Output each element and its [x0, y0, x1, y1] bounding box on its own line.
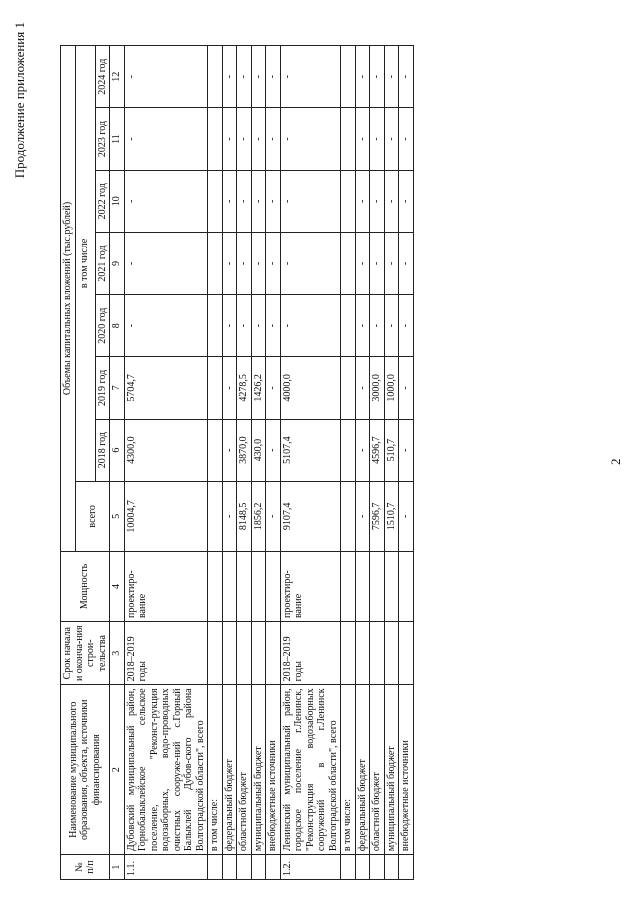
header-year: 2018 год	[95, 419, 110, 481]
row-value: 1510,7	[384, 481, 399, 551]
row-value: -	[399, 295, 414, 357]
column-number: 7	[110, 357, 125, 419]
row-capacity	[266, 551, 281, 621]
column-number: 9	[110, 232, 125, 294]
table-row	[266, 46, 281, 880]
row-term	[237, 622, 252, 685]
row-value: -	[251, 170, 266, 232]
column-number: 2	[110, 685, 125, 855]
row-value: 4278,5	[237, 357, 252, 419]
row-value: -	[384, 232, 399, 294]
row-name: федеральный бюджет	[355, 685, 370, 855]
row-capacity	[384, 551, 399, 621]
row-capacity: проектиро-вание	[124, 551, 208, 621]
header-incl: в том числе	[75, 46, 95, 482]
row-value: -	[266, 295, 281, 357]
row-value: -	[355, 295, 370, 357]
row-term	[370, 622, 385, 685]
row-value: -	[237, 170, 252, 232]
row-value: -	[266, 357, 281, 419]
row-name: внебюджетные источники	[266, 685, 281, 855]
row-value: -	[222, 46, 237, 108]
row-value: -	[222, 108, 237, 170]
row-value: -	[355, 170, 370, 232]
page-number: 2	[608, 458, 623, 465]
row-name: в том числе:	[208, 685, 223, 855]
row-value: -	[251, 232, 266, 294]
column-number: 11	[110, 108, 125, 170]
row-name: внебюджетные источники	[399, 685, 414, 855]
row-value: -	[399, 46, 414, 108]
row-value: 4300,0	[124, 419, 208, 481]
column-number: 8	[110, 295, 125, 357]
row-capacity	[222, 551, 237, 621]
row-value	[208, 46, 223, 108]
row-value	[341, 232, 356, 294]
row-name: федеральный бюджет	[222, 685, 237, 855]
header-year: 2022 год	[95, 170, 110, 232]
row-value: 1000,0	[384, 357, 399, 419]
row-number	[399, 855, 414, 880]
row-value	[341, 481, 356, 551]
row-value: 5704,7	[124, 357, 208, 419]
row-number	[355, 855, 370, 880]
row-value: -	[266, 419, 281, 481]
row-number: 1.1.	[124, 855, 208, 880]
row-value: -	[222, 357, 237, 419]
row-value: -	[384, 46, 399, 108]
row-value	[208, 357, 223, 419]
header-capacity: Мощность	[61, 551, 110, 621]
row-value: 4000,0	[280, 357, 341, 419]
row-value: -	[124, 108, 208, 170]
row-value: 4596,7	[370, 419, 385, 481]
row-value	[341, 108, 356, 170]
row-value: -	[280, 108, 341, 170]
row-value	[208, 108, 223, 170]
row-value: -	[355, 46, 370, 108]
row-number	[251, 855, 266, 880]
row-value: -	[370, 170, 385, 232]
table-row	[355, 46, 370, 880]
row-value	[341, 419, 356, 481]
row-name: муниципальный бюджет	[251, 685, 266, 855]
row-term	[222, 622, 237, 685]
row-value: -	[251, 108, 266, 170]
row-capacity	[251, 551, 266, 621]
row-value: -	[266, 232, 281, 294]
row-value: -	[266, 481, 281, 551]
row-term: 2018–2019 годы	[124, 622, 208, 685]
row-term	[266, 622, 281, 685]
row-capacity	[355, 551, 370, 621]
row-value: -	[237, 46, 252, 108]
header-term: Срок начала и оконча-ния строи-тельства	[61, 622, 110, 685]
table-row	[370, 46, 385, 880]
row-number	[237, 855, 252, 880]
row-value: -	[280, 232, 341, 294]
column-number: 12	[110, 46, 125, 108]
table-body	[124, 46, 413, 880]
appendix-caption: Продолжение приложения 1	[12, 22, 27, 179]
row-value: -	[124, 46, 208, 108]
row-value: -	[280, 295, 341, 357]
row-value: -	[384, 170, 399, 232]
row-value: -	[355, 481, 370, 551]
row-name: Ленинский муниципальный район, городское поселение г.Ленинск, "Реконструкция водозаборных сооружений в г.Ленинск Волгоградской области", всего	[280, 685, 341, 855]
row-value: -	[399, 357, 414, 419]
row-value: -	[266, 46, 281, 108]
table-row	[384, 46, 399, 880]
row-number	[370, 855, 385, 880]
row-name: областной бюджет	[370, 685, 385, 855]
row-value: 1856,2	[251, 481, 266, 551]
row-value	[208, 170, 223, 232]
row-value: -	[251, 295, 266, 357]
row-term	[384, 622, 399, 685]
header-name: Наименование муниципального образования, объекта, источники финансирования	[61, 685, 110, 855]
row-value: -	[384, 108, 399, 170]
row-value: 3870,0	[237, 419, 252, 481]
row-number	[208, 855, 223, 880]
row-number	[384, 855, 399, 880]
row-value: -	[251, 46, 266, 108]
row-value: -	[266, 108, 281, 170]
table-row	[237, 46, 252, 880]
row-term	[251, 622, 266, 685]
row-value	[341, 295, 356, 357]
row-value: -	[222, 419, 237, 481]
row-term	[341, 622, 356, 685]
header-num: № п/п	[61, 855, 110, 880]
row-number	[341, 855, 356, 880]
row-value: 7596,7	[370, 481, 385, 551]
row-value: -	[280, 46, 341, 108]
column-numbers-row	[110, 46, 125, 880]
row-value: -	[237, 232, 252, 294]
header-volumes: Объемы капитальных вложений (тыс.рублей)	[61, 46, 76, 552]
row-value: 10004,7	[124, 481, 208, 551]
row-value: -	[399, 170, 414, 232]
table-row	[222, 46, 237, 880]
row-capacity	[399, 551, 414, 621]
row-value	[341, 170, 356, 232]
header-year: 2019 год	[95, 357, 110, 419]
row-name: областной бюджет	[237, 685, 252, 855]
table-row	[251, 46, 266, 880]
row-value: 1426,2	[251, 357, 266, 419]
row-name: Дубовский муниципальный район, Горнобалыклейское сельское поселение, "Реконст-рукция водозаборных, водо-проводных очистных сооруже-ний с.Горный Балыклей Дубов-ского района Волгоградской области", всего	[124, 685, 208, 855]
column-number: 5	[110, 481, 125, 551]
row-value: 5107,4	[280, 419, 341, 481]
row-term	[208, 622, 223, 685]
header-year: 2021 год	[95, 232, 110, 294]
row-value: -	[355, 419, 370, 481]
row-value: -	[384, 295, 399, 357]
table-row	[208, 46, 223, 880]
row-capacity: проектиро-вание	[280, 551, 341, 621]
row-value: -	[266, 170, 281, 232]
row-value: -	[222, 481, 237, 551]
row-term: 2018–2019 годы	[280, 622, 341, 685]
row-term	[355, 622, 370, 685]
row-value	[208, 295, 223, 357]
row-value: -	[222, 295, 237, 357]
header-total: всего	[75, 481, 110, 551]
row-value: -	[399, 481, 414, 551]
row-value: -	[280, 170, 341, 232]
column-number: 1	[110, 855, 125, 880]
row-number	[222, 855, 237, 880]
row-value: -	[370, 108, 385, 170]
capital-investment-table	[60, 45, 414, 880]
row-value: -	[355, 232, 370, 294]
table-row	[341, 46, 356, 880]
row-value: -	[399, 419, 414, 481]
row-value: -	[237, 295, 252, 357]
row-value	[208, 232, 223, 294]
row-capacity	[237, 551, 252, 621]
row-value: -	[370, 46, 385, 108]
row-value	[208, 419, 223, 481]
row-number: 1.2.	[280, 855, 341, 880]
row-value: -	[124, 295, 208, 357]
row-value: -	[124, 232, 208, 294]
row-value: 9107,4	[280, 481, 341, 551]
row-term	[399, 622, 414, 685]
row-value: -	[237, 108, 252, 170]
column-number: 6	[110, 419, 125, 481]
row-value: -	[355, 108, 370, 170]
row-capacity	[208, 551, 223, 621]
header-year: 2020 год	[95, 295, 110, 357]
row-value	[341, 357, 356, 419]
header-year: 2023 год	[95, 108, 110, 170]
row-value: -	[124, 170, 208, 232]
row-value: -	[370, 295, 385, 357]
row-name: муниципальный бюджет	[384, 685, 399, 855]
row-number	[266, 855, 281, 880]
row-value	[208, 481, 223, 551]
row-value: -	[399, 108, 414, 170]
row-value	[341, 46, 356, 108]
row-value: 3000,0	[370, 357, 385, 419]
row-value: 8148,5	[237, 481, 252, 551]
row-value: -	[399, 232, 414, 294]
row-capacity	[370, 551, 385, 621]
header-year: 2024 год	[95, 46, 110, 108]
table-row	[124, 46, 208, 880]
column-number: 3	[110, 622, 125, 685]
row-value: 510,7	[384, 419, 399, 481]
row-value: -	[222, 170, 237, 232]
column-number: 10	[110, 170, 125, 232]
row-name: в том числе:	[341, 685, 356, 855]
row-value: -	[355, 357, 370, 419]
row-capacity	[341, 551, 356, 621]
column-number: 4	[110, 551, 125, 621]
table-row	[399, 46, 414, 880]
row-value: 430,0	[251, 419, 266, 481]
row-value: -	[370, 232, 385, 294]
table-row	[280, 46, 341, 880]
row-value: -	[222, 232, 237, 294]
